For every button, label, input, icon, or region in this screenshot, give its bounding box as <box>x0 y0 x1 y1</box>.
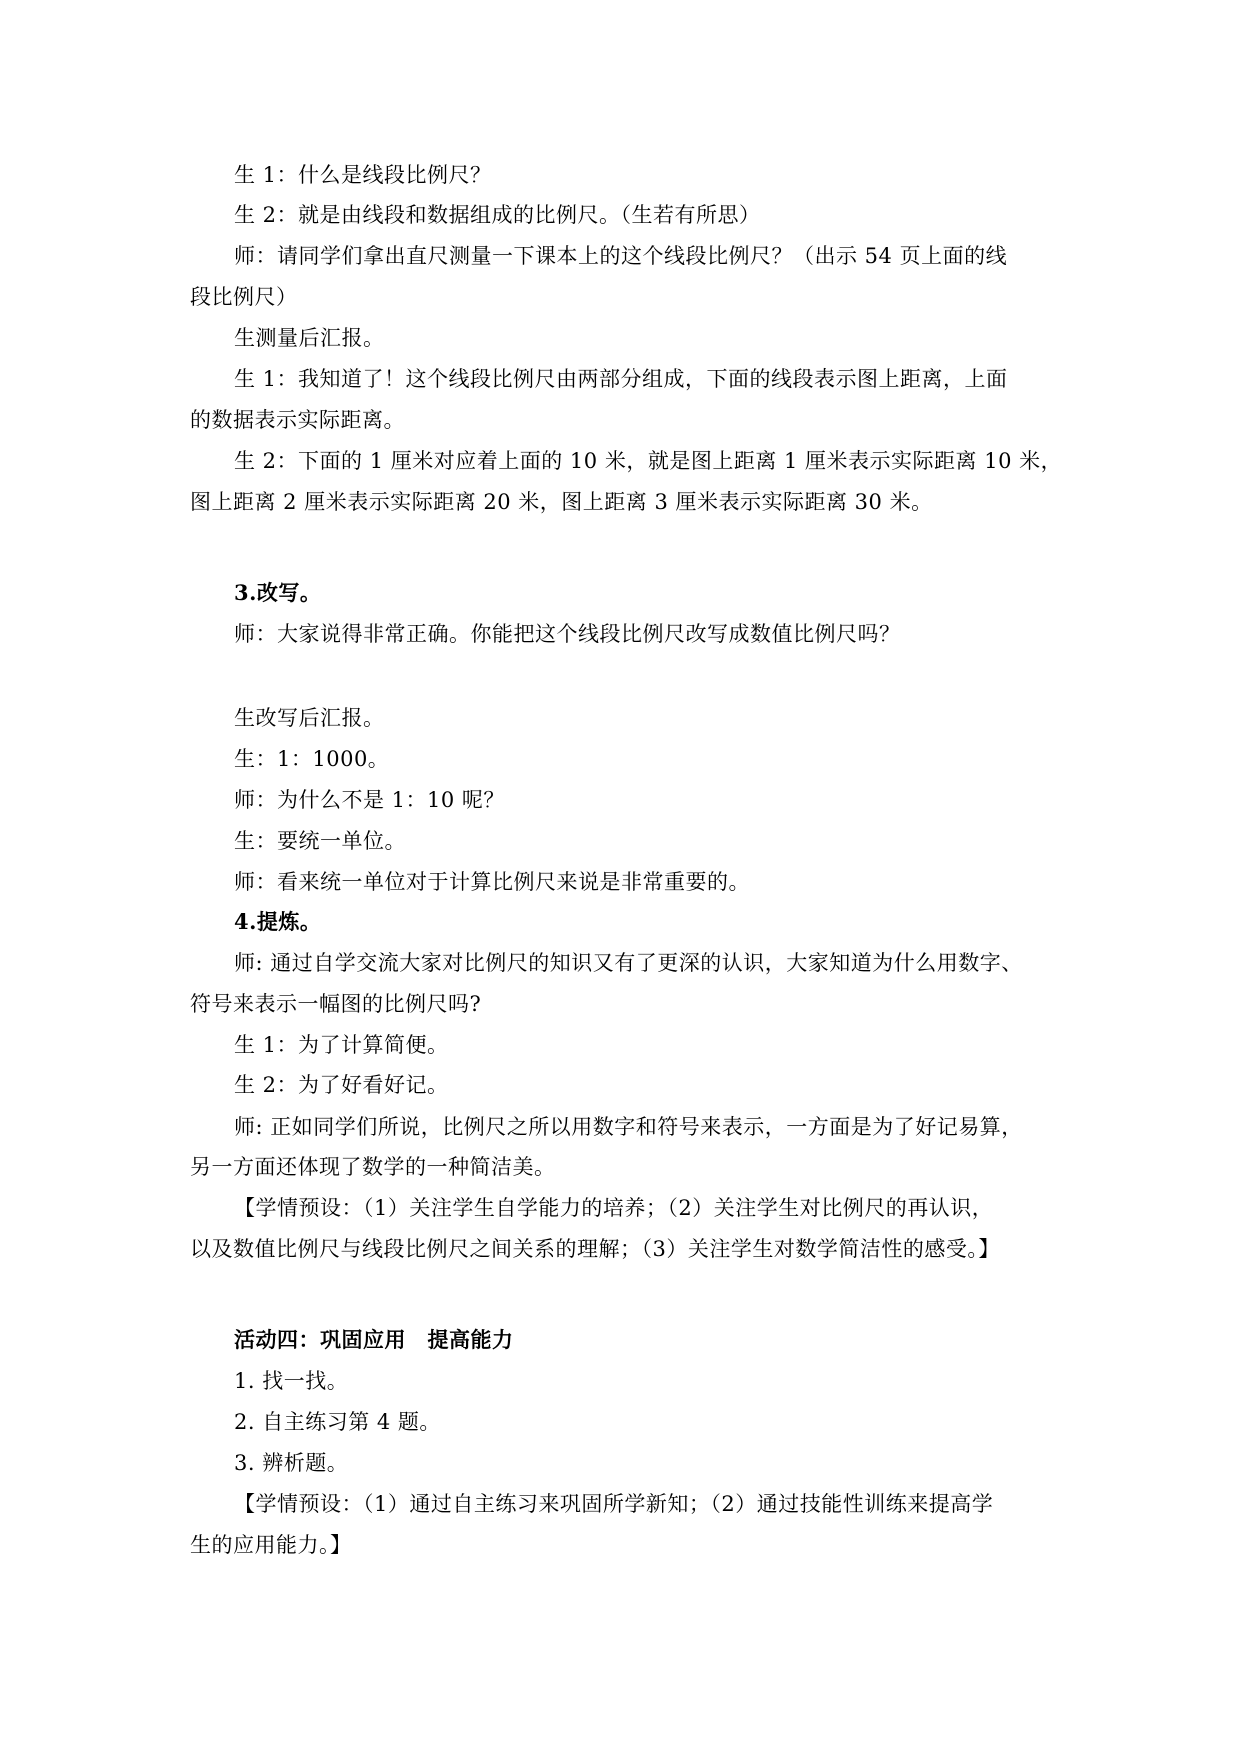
paragraph-line: 师：请同学们拿出直尺测量一下课本上的这个线段比例尺？（出示 54 页上面的线 <box>234 244 1008 268</box>
paragraph-line: 师：为什么不是 1：10 呢？ <box>234 788 505 812</box>
list-item: 1. 找一找。 <box>234 1369 349 1393</box>
list-item: 3. 辨析题。 <box>234 1451 349 1475</box>
section-heading: 活动四：巩固应用 提高能力 <box>234 1327 514 1352</box>
paragraph-line: 图上距离 2 厘米表示实际距离 20 米，图上距离 3 厘米表示实际距离 30 米。 <box>190 490 933 514</box>
paragraph-line: 生 1：为了计算简便。 <box>234 1033 449 1057</box>
paragraph-line: 生测量后汇报。 <box>234 326 385 350</box>
paragraph-line: 师：大家说得非常正确。你能把这个线段比例尺改写成数值比例尺吗？ <box>234 622 901 646</box>
paragraph-line: 生 1：什么是线段比例尺？ <box>234 163 492 187</box>
paragraph-line: 师：看来统一单位对于计算比例尺来说是非常重要的。 <box>234 870 750 894</box>
paragraph-line: 的数据表示实际距离。 <box>190 408 405 432</box>
paragraph-line: 【学情预设：（1）关注学生自学能力的培养；（2）关注学生对比例尺的再认识， <box>234 1196 994 1220</box>
paragraph-line: 生 2：就是由线段和数据组成的比例尺。（生若有所思） <box>234 203 761 227</box>
paragraph-line: 【学情预设：（1）通过自主练习来巩固所学新知；（2）通过技能性训练来提高学 <box>234 1492 994 1516</box>
paragraph-line: 生 1：我知道了！这个线段比例尺由两部分组成，下面的线段表示图上距离，上面 <box>234 367 1008 391</box>
list-item: 2. 自主练习第 4 题。 <box>234 1410 441 1434</box>
paragraph-line: 生：要统一单位。 <box>234 829 406 853</box>
paragraph-line: 师: 正如同学们所说，比例尺之所以用数字和符号来表示，一方面是为了好记易算， <box>234 1115 1023 1139</box>
paragraph-line: 生：1：1000。 <box>234 747 390 771</box>
section-heading: 4.提炼。 <box>234 909 322 934</box>
paragraph-line: 生的应用能力。】 <box>190 1533 352 1557</box>
paragraph-line: 生 2：为了好看好记。 <box>234 1073 449 1097</box>
paragraph-line: 以及数值比例尺与线段比例尺之间关系的理解；（3）关注学生对数学简洁性的感受。】 <box>190 1237 1000 1261</box>
section-heading: 3.改写。 <box>234 580 322 605</box>
paragraph-line: 生 2：下面的 1 厘米对应着上面的 10 米，就是图上距离 1 厘米表示实际距离 10 米， <box>234 449 1063 473</box>
paragraph-line: 师: 通过自学交流大家对比例尺的知识又有了更深的认识，大家知道为什么用数字、 <box>234 951 1023 975</box>
paragraph-line: 段比例尺） <box>190 285 298 309</box>
paragraph-line: 另一方面还体现了数学的一种简洁美。 <box>190 1155 556 1179</box>
paragraph-line: 生改写后汇报。 <box>234 706 385 730</box>
paragraph-line: 符号来表示一幅图的比例尺吗? <box>190 992 482 1016</box>
